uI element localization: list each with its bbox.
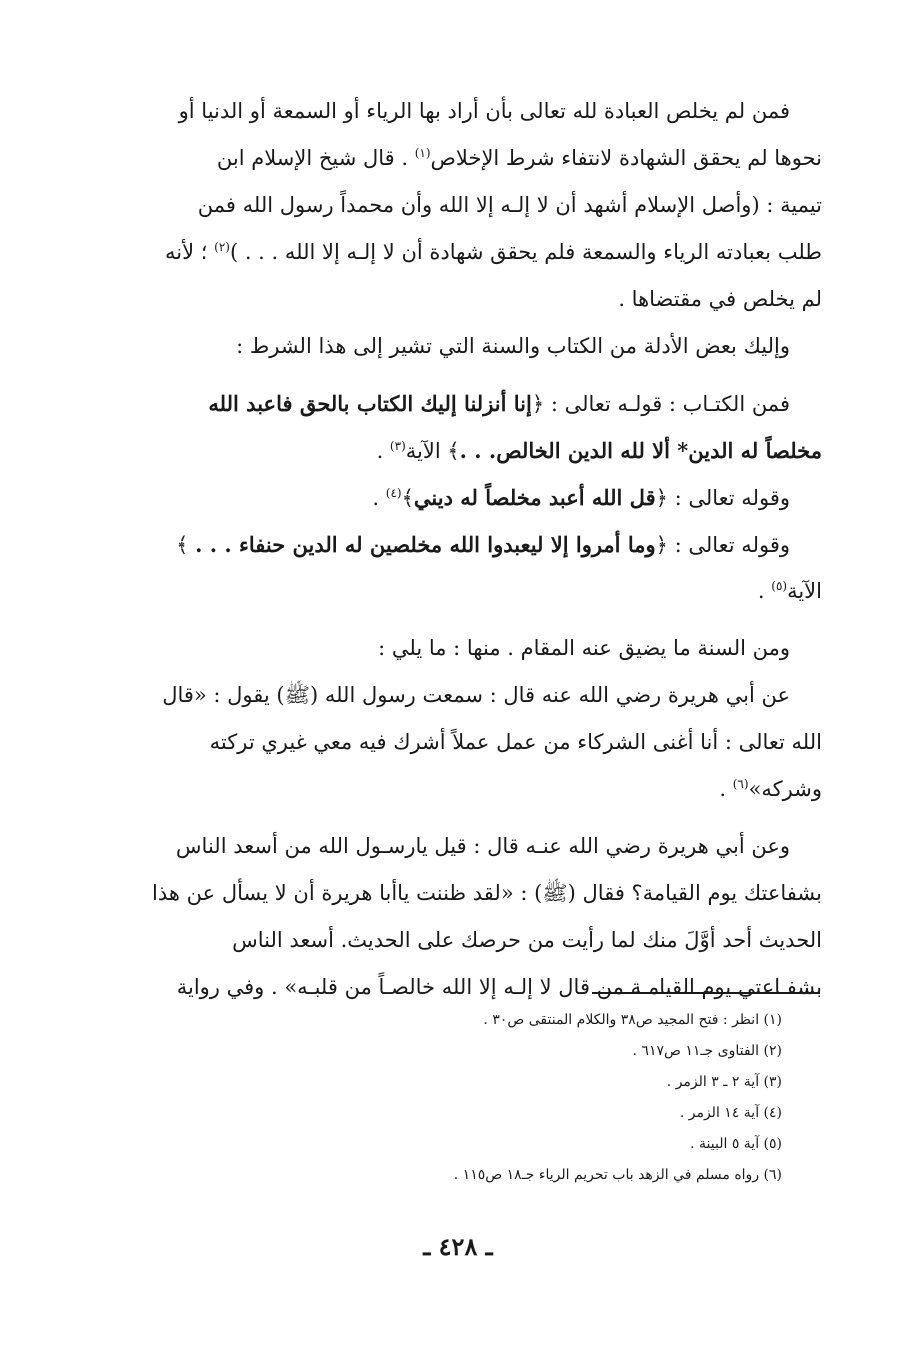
hadith-line: عن أبي هريرة رضي الله عنه قال : سمعت رسول الله (ﷺ) يقول : «قال bbox=[162, 683, 790, 707]
footnote-ref[interactable]: (٢) bbox=[214, 240, 230, 254]
footnotes bbox=[162, 1005, 782, 1191]
paragraph-line: ومن السنة ما يضيق عنه المقام . منها : ما يلي : bbox=[378, 636, 790, 660]
footnote: (٦) رواه مسلم في الزهد باب تحريم الرياء جـ١٨ ص١١٥ . bbox=[453, 1167, 782, 1183]
footnote-ref[interactable]: (٦) bbox=[732, 777, 749, 791]
main-text bbox=[110, 88, 822, 1011]
quran-quote-line: مخلصاً له الدين* ألا لله الدين الخالص. . .﴾ الآية$^{(٣)}$ . bbox=[376, 438, 822, 463]
quran-quote-line: وقوله تعالى : ﴿وما أمروا إلا ليعبدوا الله مخلصين له الدين حنفاء . . . ﴾ bbox=[176, 532, 790, 557]
footnote: (٥) آية ٥ البينة . bbox=[690, 1136, 782, 1152]
page-number: ـ ٤٢٨ ـ bbox=[423, 1232, 493, 1261]
footnote: (٢) الفتاوى جـ١١ ص٦١٧ . bbox=[632, 1043, 782, 1059]
paragraph-line: تيمية : (وأصل الإسلام أشهد أن لا إلـه إلا الله وأن محمداً رسول الله فمن bbox=[197, 193, 822, 217]
footnote-separator bbox=[592, 992, 820, 994]
hadith-line: بشفاعتك يوم القيامة؟ فقال (ﷺ) : «لقد ظننت ياأبا هريرة أن لا يسأل عن هذا bbox=[152, 881, 822, 905]
hadith-line: بشفـاعتي يوم القيامـة من قال لا إلـه إلا الله خالصـاً من قلبـه» . وفي رواية bbox=[176, 975, 822, 999]
hadith-line: الحديث أحد أوَّلَ منك لما رأيت من حرصك على الحديث. أسعد الناس bbox=[232, 928, 822, 952]
quran-quote-line: فمن الكتـاب : قولـه تعالى : ﴿إنا أنزلنا إليك الكتاب بالحق فاعبد الله bbox=[208, 391, 790, 416]
quran-quote-line: وقوله تعالى : ﴿قل الله أعبد مخلصاً له ديني﴾$^{(٤)}$ . bbox=[372, 485, 790, 510]
footnote: (٤) آية ١٤ الزمر . bbox=[679, 1105, 782, 1121]
footnote-ref[interactable]: (٤) bbox=[385, 486, 402, 500]
hadith-line: الله تعالى : أنا أغنى الشركاء من عمل عملاً أشرك فيه معي غيري تركته bbox=[209, 730, 822, 754]
hadith-line: وعن أبي هريرة رضي الله عنـه قال : قيل يارسـول الله من أسعد الناس bbox=[175, 834, 790, 858]
paragraph-line: الآية$^{(٥)}$ . bbox=[757, 579, 822, 603]
footnote-ref[interactable]: (٥) bbox=[771, 579, 788, 593]
footnote-ref[interactable]: (٣) bbox=[389, 439, 406, 453]
footnote-ref[interactable]: (١) bbox=[414, 146, 431, 160]
paragraph-line: وإليك بعض الأدلة من الكتاب والسنة التي تشير إلى هذا الشرط : bbox=[236, 334, 790, 358]
paragraph-line: فمن لم يخلص العبادة لله تعالى بأن أراد بها الرياء أو السمعة أو الدنيا أو bbox=[178, 99, 790, 123]
hadith-line: وشركه»$^{(٦)}$ . bbox=[719, 777, 822, 801]
footnote: (١) انظر : فتح المجيد ص٣٨ والكلام المنتقى ص٣٠ . bbox=[483, 1012, 782, 1028]
footnote: (٣) آية ٢ ـ ٣ الزمر . bbox=[666, 1074, 782, 1090]
paragraph-line: لم يخلص في مقتضاها . bbox=[618, 287, 822, 311]
paragraph-line: نحوها لم يحقق الشهادة لانتفاء شرط الإخلاص$^{(١)}$ . قال شيخ الإسلام ابن bbox=[216, 146, 822, 170]
paragraph-line: طلب بعبادته الرياء والسمعة فلم يحقق شهادة أن لا إلـه إلا الله . . . )$^{(٢)}$ ؛ لأنه bbox=[165, 240, 822, 264]
